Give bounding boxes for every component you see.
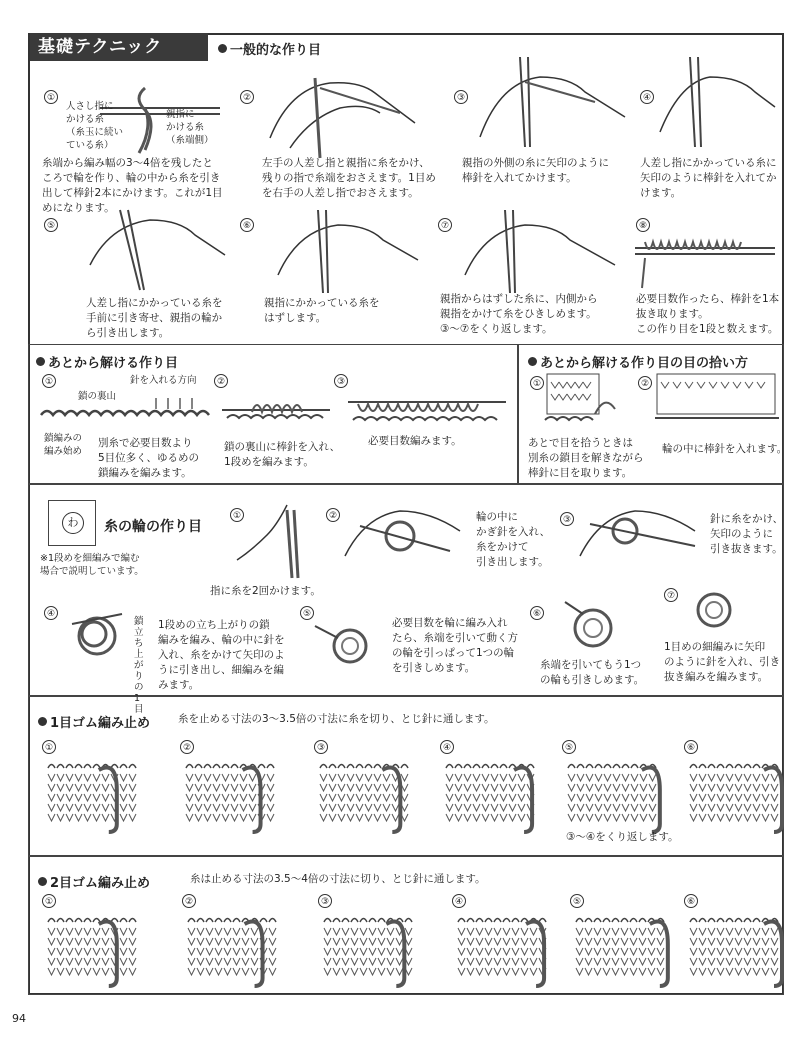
step-number: ⑧: [636, 218, 650, 232]
label-index-yarn: 人さし指に かける糸 （糸玉に続い ている糸）: [66, 101, 124, 151]
magic-ring-step3-illustration: [575, 496, 705, 576]
step-number: ⑥: [240, 218, 254, 232]
bindoff-2x2-intro: 糸は止める寸法の3.5〜4倍の寸法に切り、とじ針に通します。: [190, 873, 486, 885]
magic-ring-step3-text: 針に糸をかけ、 矢印のように 引き抜きます。: [710, 513, 784, 555]
label-chain-start: 鎖編みの 編み始め: [44, 433, 83, 457]
bullet-icon: [38, 717, 47, 726]
label-chain-back: 鎖の裏山: [78, 391, 117, 402]
pickup-step1-text: あとで目を拾うときは 別糸の鎖目を解きながら 棒針に目を取ります。: [528, 437, 644, 479]
magic-ring-step4-illustration: [62, 604, 132, 669]
step-number: ④: [440, 740, 454, 754]
cast-on-step7-illustration: [455, 205, 625, 295]
step-number: ④: [640, 90, 654, 104]
step-number: ②: [638, 376, 652, 390]
section-heading-provisional: あとから解ける作り目: [36, 352, 178, 371]
magic-ring-step5-illustration: [310, 616, 385, 676]
step-number: ⑦: [438, 218, 452, 232]
step-number: ⑥: [684, 894, 698, 908]
bullet-icon: [36, 357, 45, 366]
provisional-step1-text: 別糸で必要目数より 5目位多く、ゆるめの 鎖編みを編みます。: [98, 437, 199, 479]
step-number: ④: [44, 606, 58, 620]
step-number: ②: [326, 508, 340, 522]
step-number: ⑤: [562, 740, 576, 754]
step-number: ⑤: [44, 218, 58, 232]
bindoff-1x1-repeat: ③〜④をくり返します。: [566, 831, 679, 843]
step-number: ④: [452, 894, 466, 908]
step-number: ⑦: [664, 588, 678, 602]
magic-ring-step2-illustration: [340, 496, 470, 586]
section-heading-cast-on: 一般的な作り目: [218, 39, 321, 58]
page-title: 基礎テクニック: [30, 33, 208, 61]
section-heading-2x2-bindoff: 2目ゴム編み止め: [38, 872, 150, 891]
section-heading-pickup: あとから解ける作り目の目の拾い方: [528, 352, 748, 371]
magic-ring-step1-text: 指に糸を2回かけます。: [210, 585, 321, 597]
step-number: ③: [334, 374, 348, 388]
rib-swatch-illustration: [456, 914, 552, 978]
rib-swatch-illustration: [444, 760, 540, 824]
rib-swatch-illustration: [186, 914, 282, 978]
cast-on-step7-text: 親指からはずした糸に、内側から 親指をかけて糸をひきしめます。 ③〜⑦をくり返します。: [440, 293, 598, 335]
cast-on-step4-text: 人差し指にかかっている糸に 矢印のように棒針を入れてか けます。: [640, 157, 777, 199]
step-number: ①: [42, 894, 56, 908]
cast-on-step8-illustration: [630, 230, 780, 290]
magic-ring-step7-text: 1目めの細編みに矢印 のように針を入れ、引き 抜き編みを編みます。: [664, 641, 781, 683]
step-number: ⑥: [684, 740, 698, 754]
step-number: ②: [180, 740, 194, 754]
provisional-step3-text: 必要目数編みます。: [368, 435, 462, 447]
step-number: ①: [42, 374, 56, 388]
provisional-step1-chain: [36, 395, 216, 430]
rib-swatch-illustration: [46, 760, 142, 824]
magic-ring-step5-text: 必要目数を輪に編み入れ たら、糸端を引いて動く方 の輪を引っぱって1つの輪 を引きしめます。: [392, 617, 518, 674]
step-number: ⑥: [530, 606, 544, 620]
ring-symbol-box: [48, 500, 96, 546]
label-needle-direction: 針を入れる方向: [130, 375, 197, 386]
pickup-step1-illustration: [545, 372, 625, 432]
rib-swatch-illustration: [566, 760, 662, 824]
rib-swatch-illustration: [318, 760, 414, 824]
ring-symbol-icon: わ: [62, 512, 84, 534]
cast-on-step3-text: 親指の外側の糸に矢印のように 棒針を入れてかけます。: [462, 157, 609, 184]
magic-ring-step6-text: 糸端を引いてもう1つ の輪も引きしめます。: [540, 659, 645, 686]
provisional-step2-illustration: [222, 390, 332, 430]
step-number: ①: [44, 90, 58, 104]
cast-on-step3-illustration: [470, 52, 630, 152]
rib-swatch-illustration: [184, 760, 280, 824]
step-number: ③: [560, 512, 574, 526]
label-thumb-yarn: 親指に かける糸 （糸端側）: [166, 109, 214, 146]
bullet-icon: [38, 877, 47, 886]
pickup-step2-illustration: [655, 372, 780, 432]
magic-ring-note: ※1段めを細編みで編む 場合で説明しています。: [40, 553, 144, 577]
step-number: ③: [318, 894, 332, 908]
step-number: ①: [530, 376, 544, 390]
rib-swatch-illustration: [574, 914, 670, 978]
section-heading-magic-ring: 糸の輪の作り目: [104, 519, 202, 535]
magic-ring-step2-text: 輪の中に かぎ針を入れ、 糸をかけて 引き出します。: [476, 511, 551, 568]
bindoff-1x1-intro: 糸を止める寸法の3〜3.5倍の寸法に糸を切り、とじ針に通します。: [178, 713, 495, 725]
magic-ring-step4-text: 1段めの立ち上がりの鎖 編みを編み、輪の中に針を 入れ、糸をかけて矢印のよ うに引き出し、細編みを編 みます。: [158, 619, 285, 691]
cast-on-step5-text: 人差し指にかかっている糸を 手前に引き寄せ、親指の輪か ら引き出します。: [86, 297, 223, 339]
provisional-step3-illustration: [348, 390, 508, 430]
magic-ring-step1-illustration: [232, 500, 312, 580]
provisional-step2-text: 鎖の裏山に棒針を入れ、 1段めを編みます。: [224, 441, 341, 468]
step-number: ②: [240, 90, 254, 104]
pickup-step2-text: 輪の中に棒針を入れます。: [662, 443, 788, 455]
step-number: ②: [182, 894, 196, 908]
bullet-icon: [528, 357, 537, 366]
cast-on-step5-illustration: [80, 205, 230, 295]
cast-on-step2-illustration: [260, 58, 430, 158]
cast-on-step1-text: 糸端から編み幅の3〜4倍を残したと ころで輪を作り、輪の中から糸を引き 出して棒針2本にかけます。これが1目 めになります。: [42, 157, 223, 214]
rib-swatch-illustration: [688, 760, 784, 824]
magic-ring-step7-illustration: [684, 582, 744, 637]
cast-on-step6-illustration: [268, 205, 428, 295]
step-number: ⑤: [300, 606, 314, 620]
step-number: ①: [42, 740, 56, 754]
rib-swatch-illustration: [46, 914, 142, 978]
step-number: ③: [454, 90, 468, 104]
magic-ring-step6-illustration: [555, 594, 635, 654]
cast-on-step2-text: 左手の人差し指と親指に糸をかけ、 残りの指で糸端をおさえます。1目め を右手の人差し指でおさえます。: [262, 157, 436, 199]
bullet-icon: [218, 44, 227, 53]
step-number: ③: [314, 740, 328, 754]
page-number: 94: [12, 1012, 26, 1025]
step-number: ②: [214, 374, 228, 388]
cast-on-step6-text: 親指にかかっている糸を はずします。: [264, 297, 380, 324]
rib-swatch-illustration: [688, 914, 784, 978]
cast-on-step4-illustration: [655, 52, 780, 152]
rib-swatch-illustration: [322, 914, 418, 978]
step-number: ⑤: [570, 894, 584, 908]
section-heading-1x1-bindoff: 1目ゴム編み止め: [38, 712, 150, 731]
step-number: ①: [230, 508, 244, 522]
label-chain-turning: 鎖立ち上がりの1目: [134, 616, 144, 715]
cast-on-step8-text: 必要目数作ったら、棒針を1本 抜き取ります。 この作り目を1段と数えます。: [636, 293, 780, 335]
